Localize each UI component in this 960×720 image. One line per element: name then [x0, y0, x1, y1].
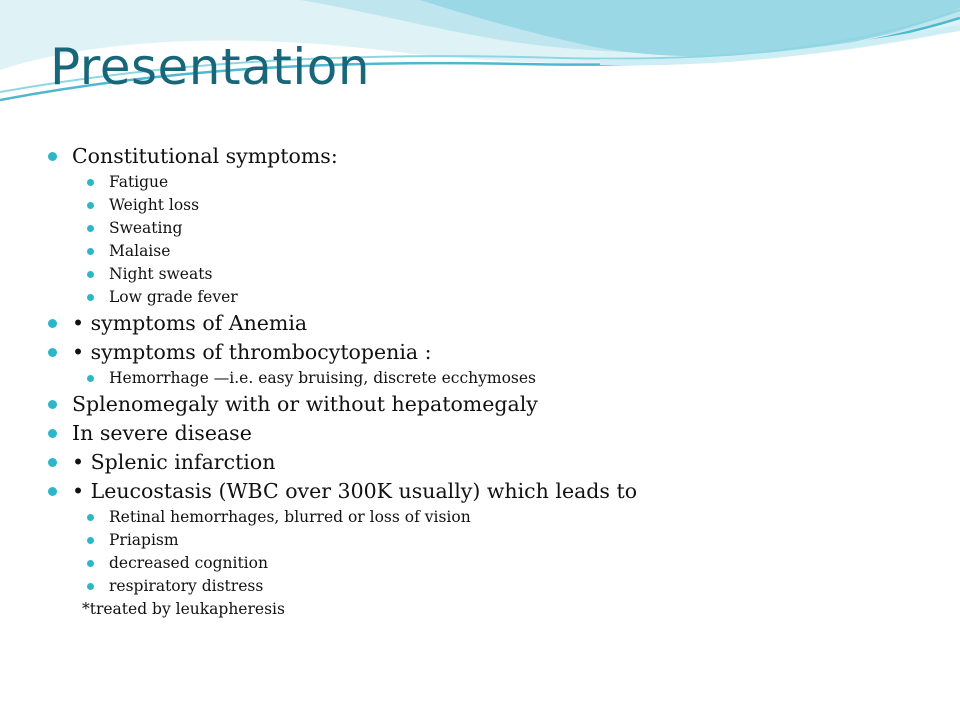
bullet-dot-icon — [48, 152, 57, 161]
bullet-dot-icon — [48, 319, 57, 328]
bullet-item — [48, 309, 928, 338]
sub-bullet-item — [48, 575, 928, 598]
sub-bullet-item — [48, 217, 928, 240]
bullet-dot-icon — [87, 583, 94, 590]
bullet-text: • symptoms of thrombocytopenia : — [72, 340, 432, 364]
bullet-text: • symptoms of Anemia — [72, 311, 308, 335]
bullet-list — [48, 142, 928, 621]
bullet-text: Retinal hemorrhages, blurred or loss of vision — [109, 508, 471, 526]
bullet-text: • Splenic infarction — [72, 450, 276, 474]
bullet-text: Weight loss — [109, 196, 200, 214]
bullet-dot-icon — [87, 248, 94, 255]
bullet-text: Priapism — [109, 531, 179, 549]
slide-title: Presentation — [50, 38, 371, 96]
bullet-item — [48, 419, 928, 448]
bullet-dot-icon — [87, 375, 94, 382]
sub-bullet-item — [48, 506, 928, 529]
bullet-text: Low grade fever — [109, 288, 238, 306]
bullet-dot-icon — [48, 400, 57, 409]
bullet-text: respiratory distress — [109, 577, 264, 595]
bullet-dot-icon — [48, 487, 57, 496]
sub-bullet-item — [48, 529, 928, 552]
bullet-dot-icon — [48, 348, 57, 357]
sub-bullet-item — [48, 171, 928, 194]
bullet-dot-icon — [87, 294, 94, 301]
bullet-text: Constitutional symptoms: — [72, 144, 338, 168]
bullet-text: decreased cognition — [109, 554, 268, 572]
bullet-text: Malaise — [109, 242, 171, 260]
bullet-dot-icon — [48, 429, 57, 438]
bullet-dot-icon — [87, 271, 94, 278]
bullet-item — [48, 477, 928, 506]
bullet-text: In severe disease — [72, 421, 252, 445]
bullet-text: • Leucostasis (WBC over 300K usually) which leads to — [72, 479, 638, 503]
bullet-text: Night sweats — [109, 265, 213, 283]
bullet-dot-icon — [87, 225, 94, 232]
sub-bullet-item — [48, 286, 928, 309]
bullet-dot-icon — [87, 560, 94, 567]
sub-bullet-item — [48, 367, 928, 390]
bullet-dot-icon — [87, 179, 94, 186]
bullet-dot-icon — [48, 458, 57, 467]
bullet-item — [48, 390, 928, 419]
bullet-dot-icon — [87, 202, 94, 209]
bullet-dot-icon — [87, 514, 94, 521]
bullet-text: Hemorrhage —i.e. easy bruising, discrete ecchymoses — [109, 369, 536, 387]
bullet-item — [48, 142, 928, 171]
bullet-text: Splenomegaly with or without hepatomegaly — [72, 392, 538, 416]
sub-bullet-item — [48, 194, 928, 217]
bullet-item — [48, 448, 928, 477]
sub-bullet-item — [48, 263, 928, 286]
footnote: *treated by leukapheresis — [82, 600, 285, 618]
sub-bullet-item — [48, 552, 928, 575]
bullet-item — [48, 338, 928, 367]
sub-bullet-item — [48, 240, 928, 263]
bullet-dot-icon — [87, 537, 94, 544]
bullet-text: Fatigue — [109, 173, 169, 191]
bullet-text: Sweating — [109, 219, 183, 237]
